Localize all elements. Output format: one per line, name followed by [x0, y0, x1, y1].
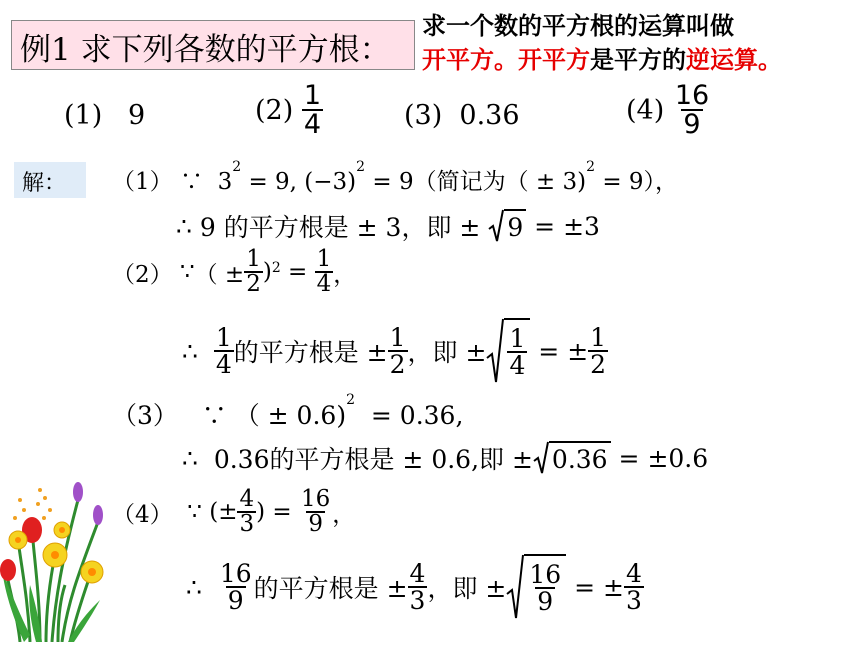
math-text: )	[262, 259, 272, 285]
fraction-numerator: 1	[509, 324, 526, 353]
example-number: 例1	[20, 32, 71, 68]
radicand: 0.36	[549, 441, 611, 475]
fraction-denominator: 4	[509, 351, 526, 380]
math-text: 的平方根是 ±	[233, 338, 388, 367]
step1-line1	[112, 159, 679, 196]
exponent: 2	[271, 260, 281, 276]
question-4	[626, 82, 711, 138]
math-text: （ ±	[194, 261, 245, 288]
exponent: 2	[346, 392, 355, 408]
fraction-numerator: 4	[409, 559, 426, 588]
step3-line2	[182, 440, 708, 476]
question-fraction	[673, 82, 711, 138]
math-text: = 9, (−3)	[248, 169, 357, 195]
note-red-text-2: 逆运算。	[686, 46, 782, 74]
math-text: (±	[209, 499, 238, 525]
fraction-numerator: 1	[303, 80, 322, 111]
fraction	[315, 248, 334, 296]
fraction-denominator: 3	[239, 511, 255, 537]
math-text: = ±	[538, 336, 589, 366]
fraction-denominator: 3	[625, 586, 642, 615]
step3-line1	[112, 392, 464, 432]
because-symbol: ∵	[201, 401, 227, 430]
fraction-numerator: 1	[389, 323, 406, 352]
step4-line1	[112, 488, 355, 536]
fraction	[408, 561, 428, 613]
question-label: (2)	[255, 94, 294, 126]
fraction-denominator: 4	[215, 350, 232, 379]
math-text: )	[256, 499, 266, 525]
math-text: 0.36的平方根是 ± 0.6,即 ±	[213, 445, 533, 474]
math-text: ，即 ±	[407, 338, 487, 367]
fraction	[588, 325, 608, 377]
math-text: =	[288, 259, 308, 285]
question-value: 0.36	[459, 100, 520, 131]
math-text: = 9（简记为（ ± 3)	[372, 169, 587, 195]
flower-bouquet-icon	[0, 470, 115, 642]
because-symbol: ∵	[179, 259, 195, 285]
exponent: 2	[232, 159, 242, 175]
fraction	[237, 488, 256, 536]
fraction-numerator: 1	[316, 246, 332, 272]
fraction	[299, 488, 332, 536]
radical-sign-icon	[533, 441, 549, 475]
math-text: 3	[217, 169, 233, 195]
fraction-numerator: 16	[301, 486, 331, 512]
radicand: 9	[504, 209, 526, 243]
question-fraction	[302, 82, 323, 138]
fraction-denominator: 4	[303, 109, 322, 140]
therefore-symbol: ∴	[186, 572, 202, 602]
fraction-numerator: 4	[625, 559, 642, 588]
fraction	[218, 561, 254, 613]
math-text: = 9），	[602, 169, 679, 195]
example-title	[20, 24, 391, 69]
math-text: =	[272, 499, 292, 525]
radicand	[504, 318, 530, 384]
fraction-denominator: 4	[316, 271, 332, 297]
fraction-denominator: 9	[227, 586, 244, 615]
note-red-text: 开平方。开平方	[422, 46, 590, 74]
square-root	[486, 318, 530, 384]
question-2	[255, 82, 323, 138]
fraction-denominator: 2	[246, 271, 261, 297]
step1-line2	[176, 208, 600, 244]
radical-sign-icon	[486, 318, 504, 384]
radical-sign-icon	[506, 554, 524, 620]
math-text: = 0.36,	[370, 401, 464, 430]
fraction	[214, 325, 234, 377]
step-label: （2）	[112, 261, 173, 288]
exponent: 2	[586, 159, 596, 175]
fraction	[527, 562, 563, 614]
step-label: （3）	[112, 401, 178, 430]
definition-note-line2	[422, 40, 782, 75]
example-instruction: 求下列各数的平方根：	[80, 32, 391, 68]
fraction-numerator: 1	[246, 246, 261, 272]
exponent: 2	[356, 159, 366, 175]
fraction-denominator: 9	[537, 587, 554, 616]
question-label: (1)	[64, 100, 103, 131]
question-1	[64, 100, 145, 131]
note-black-text: 是平方的	[590, 46, 686, 74]
fraction	[388, 325, 408, 377]
fraction-numerator: 16	[674, 80, 710, 111]
square-root	[533, 441, 611, 475]
math-text: 9 的平方根是 ± 3，即 ±	[199, 213, 481, 242]
step-label: （1）	[112, 169, 173, 195]
therefore-symbol: ∴	[182, 443, 198, 473]
question-label: (3)	[404, 100, 443, 131]
math-text: （ ± 0.6)	[234, 401, 347, 430]
fraction-denominator: 2	[389, 350, 406, 379]
radical-sign-icon	[488, 209, 504, 243]
therefore-symbol: ∴	[176, 211, 192, 241]
square-root	[488, 209, 526, 243]
step4-line2	[186, 554, 644, 620]
fraction-denominator: 9	[683, 109, 701, 140]
therefore-symbol: ∴	[182, 336, 198, 366]
question-label: (4)	[626, 94, 665, 126]
step-label: （4）	[112, 501, 173, 528]
fraction	[244, 248, 263, 296]
fraction-numerator: 16	[219, 559, 252, 588]
step2-line2	[182, 318, 608, 384]
fraction-numerator: 4	[239, 486, 255, 512]
fraction-numerator: 1	[590, 323, 607, 352]
because-symbol: ∵	[179, 169, 203, 195]
question-3	[404, 100, 520, 131]
fraction	[624, 561, 644, 613]
because-symbol: ∵	[187, 499, 202, 525]
fraction	[507, 326, 527, 378]
fraction-numerator: 1	[215, 323, 232, 352]
step2-line1	[112, 248, 356, 296]
math-text: = ±	[574, 572, 624, 602]
math-text: 的平方根是 ±	[253, 574, 408, 603]
solution-label: 解：	[22, 171, 67, 196]
math-text: = ±3	[534, 211, 600, 241]
math-text: ，	[333, 261, 357, 288]
fraction-denominator: 9	[308, 511, 323, 537]
fraction-denominator: 2	[590, 350, 607, 379]
square-root	[506, 554, 566, 620]
math-text: = ±0.6	[618, 443, 709, 473]
math-text: ，	[332, 501, 356, 528]
fraction-numerator: 16	[529, 560, 562, 589]
radicand	[524, 554, 566, 620]
definition-note-line1: 求一个数的平方根的运算叫做	[422, 12, 734, 40]
math-text: ，即 ±	[427, 574, 507, 603]
fraction-denominator: 3	[409, 586, 426, 615]
question-value: 9	[128, 100, 146, 131]
